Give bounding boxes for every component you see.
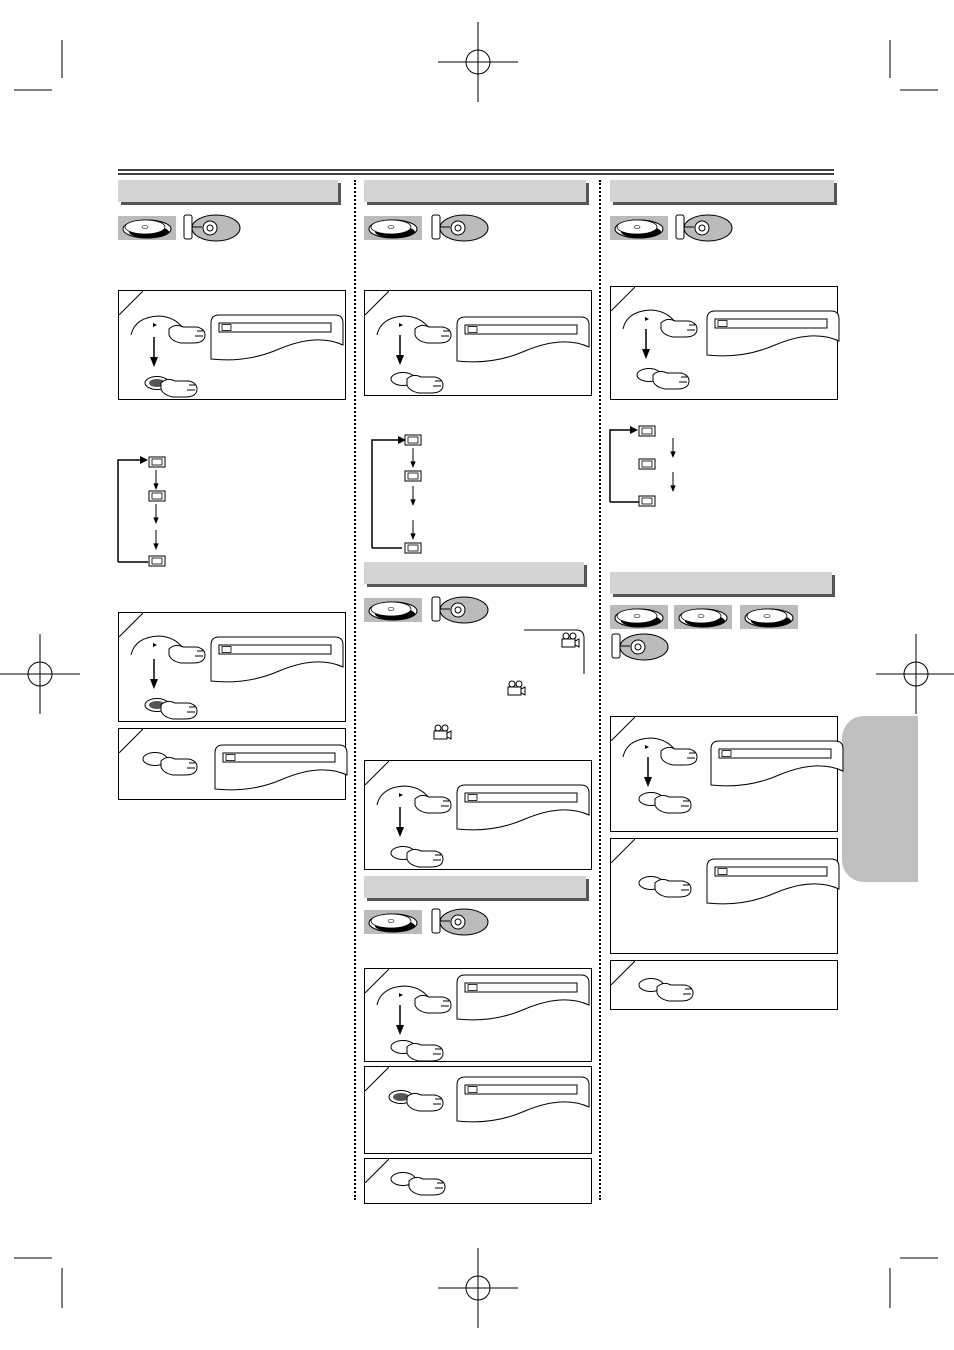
hand-pointer-icon [653,791,693,815]
disc-icon [674,605,732,629]
registration-mark-icon [438,22,518,102]
hand-pointer-icon [405,1039,445,1063]
step-panel [118,612,346,722]
step-panel [364,290,592,396]
hand-pointer-icon [655,979,695,1003]
down-arrow-icon [408,448,418,468]
hand-pointer-icon [653,875,693,899]
hand-pointer-icon [159,697,199,721]
step-panel [610,286,838,400]
section-header-camera-angle [364,562,584,584]
step-corner-icon [119,291,143,315]
section-header-audio-mode [610,180,834,202]
down-arrow-icon [149,337,159,367]
disc-icon [610,605,668,629]
hand-pointer-icon [167,641,207,665]
audio-icon [638,425,656,437]
tv-screen-icon [707,737,847,787]
step-corner-icon [365,761,389,785]
disc-icon [364,598,422,622]
remote-control-icon [610,632,670,662]
column-separator [599,180,601,1200]
step-panel [118,290,346,400]
down-arrow-icon [151,530,161,550]
subtitle-icon [148,456,166,468]
subtitle-cycle-diagram [112,452,172,568]
down-arrow-icon [395,807,405,837]
disc-badge [674,605,732,629]
section-header-audio [364,180,586,202]
down-arrow-icon [151,470,161,490]
remote-control-icon [182,213,242,243]
remote-control-icon [674,213,734,243]
down-arrow-icon [668,472,678,492]
down-arrow-icon [395,1005,405,1035]
tv-screen-icon [453,971,593,1021]
hand-pointer-icon [405,371,445,395]
step-corner-icon [365,1159,389,1183]
audio-icon [404,470,422,482]
hand-pointer-icon [407,1173,447,1197]
disc-icon [364,910,422,934]
down-arrow-icon [643,757,653,787]
disc-icon [610,216,668,240]
tv-screen-icon [211,741,351,791]
step-panel [364,1158,592,1204]
tv-screen-icon [453,1073,593,1123]
down-arrow-icon [151,504,161,524]
step-panel [610,960,838,1010]
registration-mark-icon [0,634,80,714]
tv-screen-icon [453,781,593,831]
down-arrow-icon [149,659,159,689]
hand-pointer-icon [167,321,207,345]
remote-control-icon [430,595,490,625]
camera-angle-icon [432,724,452,740]
disc-badge [740,605,798,629]
subtitle-icon [148,555,166,567]
hand-pointer-icon [413,791,453,815]
down-arrow-icon [408,520,418,540]
audio-icon [638,458,656,470]
tv-screen-icon [703,307,843,357]
disc-icon [118,216,176,240]
registration-mark-icon [876,634,954,714]
step-corner-icon [365,291,389,315]
down-arrow-icon [395,335,405,365]
step-corner-icon [365,1067,389,1091]
step-panel [610,838,838,954]
section-header-title-select [364,876,586,898]
audio-icon [404,434,422,446]
section-header-marker [610,572,832,594]
remote-control-icon [430,213,490,243]
hand-pointer-icon [659,743,699,767]
camera-angle-icon [506,680,526,696]
remote-control-icon [430,907,490,937]
disc-badge [610,605,668,629]
side-tab [842,716,918,882]
tv-screen-icon [453,313,593,363]
hand-pointer-icon [413,991,453,1015]
step-panel [364,1066,592,1154]
step-corner-icon [611,961,635,985]
step-panel [364,968,592,1062]
hand-pointer-icon [659,315,699,339]
camera-angle-icon [560,632,580,648]
step-panel [118,728,346,800]
tv-screen-icon [207,311,347,361]
audio-icon [404,542,422,554]
step-corner-icon [119,729,143,753]
hand-pointer-icon [159,375,199,399]
down-arrow-icon [408,486,418,506]
hand-pointer-icon [405,845,445,869]
disc-badge [364,598,422,622]
tv-screen-icon [207,633,347,683]
step-panel [364,760,592,870]
step-panel [610,716,838,832]
section-header-subtitle [118,180,338,202]
disc-badge [364,216,422,240]
tv-screen-icon [703,855,843,905]
audio-icon [638,495,656,507]
disc-badge [610,216,668,240]
hand-pointer-icon [413,321,453,345]
registration-mark-icon [438,1248,518,1328]
disc-badge [364,910,422,934]
down-arrow-icon [668,438,678,458]
disc-icon [740,605,798,629]
hand-pointer-icon [651,367,691,391]
disc-icon [364,216,422,240]
disc-badge [118,216,176,240]
down-arrow-icon [641,329,651,359]
hand-pointer-icon [159,753,199,777]
column-separator [354,180,356,1200]
subtitle-icon [148,490,166,502]
hand-pointer-icon [405,1089,445,1113]
step-corner-icon [611,839,635,863]
